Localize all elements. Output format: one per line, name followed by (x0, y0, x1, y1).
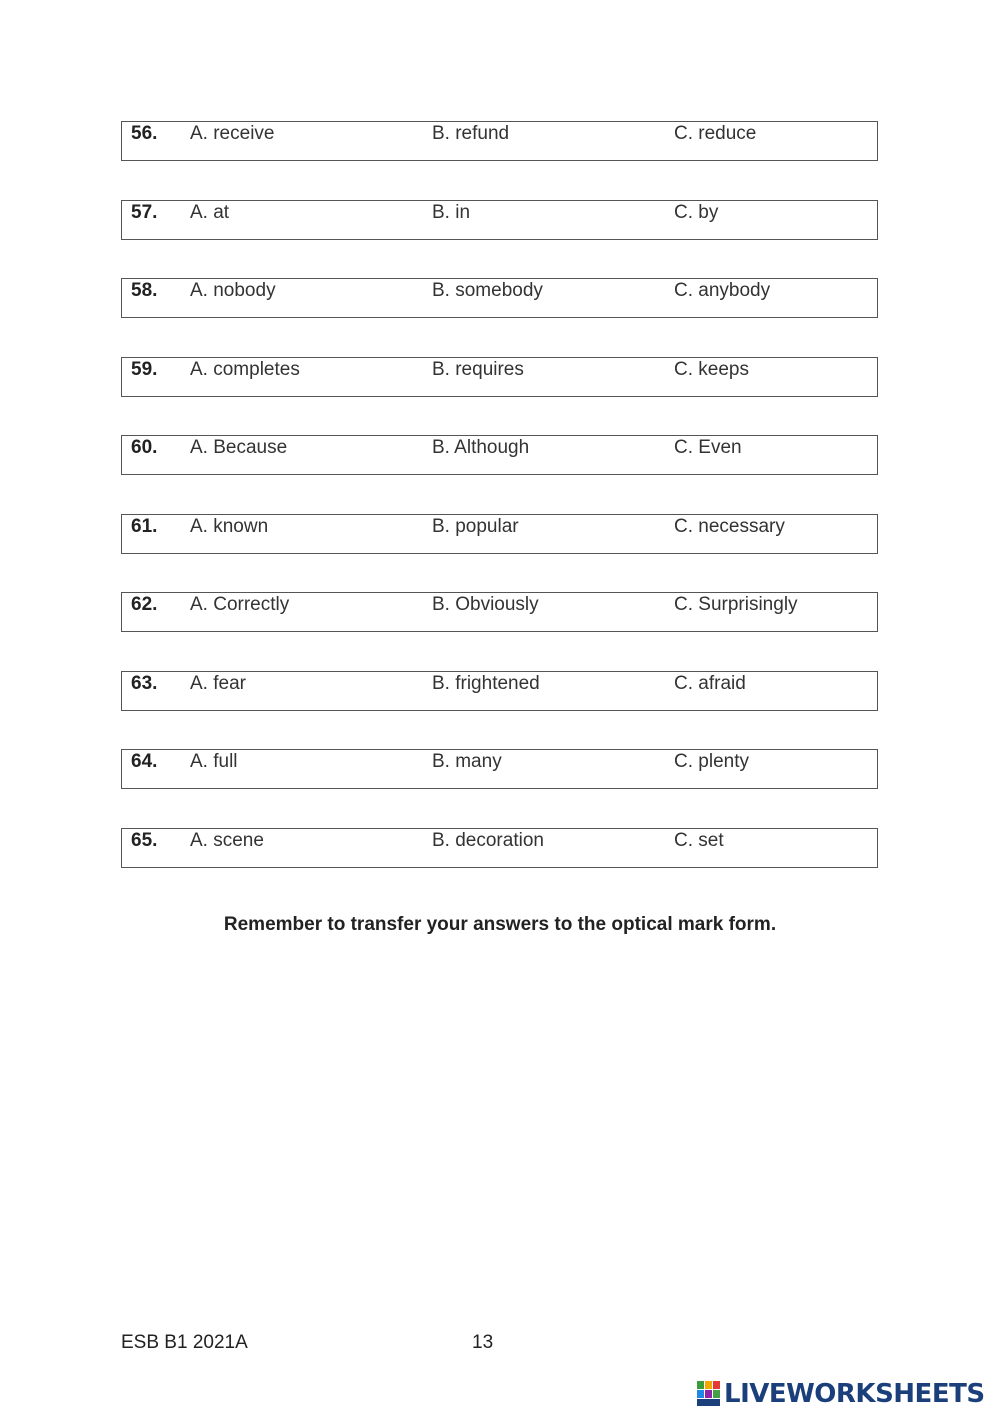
option-b: B. in (432, 201, 471, 223)
option-a: A. scene (190, 829, 264, 851)
question-number: 61. (131, 515, 158, 537)
option-a: A. Because (190, 437, 288, 458)
reminder-text: Remember to transfer your answers to the optical mark form. (223, 914, 777, 935)
question-number: 65. (131, 829, 158, 851)
option-c: C. Even (674, 437, 742, 458)
option-c: C. necessary (674, 515, 785, 537)
question-row-64 (121, 749, 878, 789)
question-number: 63. (131, 672, 158, 694)
question-number: 62. (131, 594, 158, 615)
option-b: B. somebody (432, 280, 543, 301)
option-c: C. anybody (674, 280, 771, 301)
option-a: A. known (190, 515, 269, 537)
option-c: C. keeps (674, 358, 749, 380)
option-a: A. full (190, 751, 238, 772)
option-b: B. many (432, 751, 502, 772)
option-a: A. completes (190, 358, 300, 380)
liveworksheets-brand[interactable] (697, 1377, 985, 1411)
question-list (121, 121, 878, 906)
question-row-56 (121, 121, 878, 161)
option-b: B. Obviously (432, 594, 539, 615)
question-row-60 (121, 435, 878, 475)
question-row-59 (121, 357, 878, 397)
option-c: C. by (674, 201, 719, 223)
option-c: C. Surprisingly (674, 594, 798, 615)
option-c: C. afraid (674, 672, 746, 694)
footer-page-number: 13 (472, 1332, 494, 1353)
question-row-65 (121, 828, 878, 868)
option-b: B. frightened (432, 672, 540, 694)
question-row-61 (121, 514, 878, 554)
option-a: A. receive (190, 123, 275, 144)
option-c: C. set (674, 829, 724, 851)
question-row-58 (121, 278, 878, 318)
question-number: 58. (131, 280, 158, 301)
footer-exam-code: ESB B1 2021A (121, 1332, 248, 1353)
option-b: B. refund (432, 123, 510, 144)
option-a: A. at (190, 201, 230, 223)
option-a: A. Correctly (190, 594, 290, 615)
option-a: A. nobody (190, 280, 276, 301)
question-number: 59. (131, 358, 158, 380)
option-b: B. requires (432, 358, 524, 380)
brand-name: LIVEWORKSHEETS (724, 1379, 985, 1409)
question-number: 64. (131, 751, 158, 772)
question-row-57 (121, 200, 878, 240)
option-b: B. popular (432, 515, 519, 537)
option-a: A. fear (190, 672, 246, 694)
option-c: C. plenty (674, 751, 749, 772)
question-row-63 (121, 671, 878, 711)
option-b: B. Although (432, 437, 530, 458)
question-number: 56. (131, 123, 158, 144)
question-number: 60. (131, 437, 158, 458)
question-number: 57. (131, 201, 158, 223)
option-c: C. reduce (674, 123, 757, 144)
question-row-62 (121, 592, 878, 632)
option-b: B. decoration (432, 829, 544, 851)
liveworksheets-logo-icon (697, 1381, 721, 1407)
